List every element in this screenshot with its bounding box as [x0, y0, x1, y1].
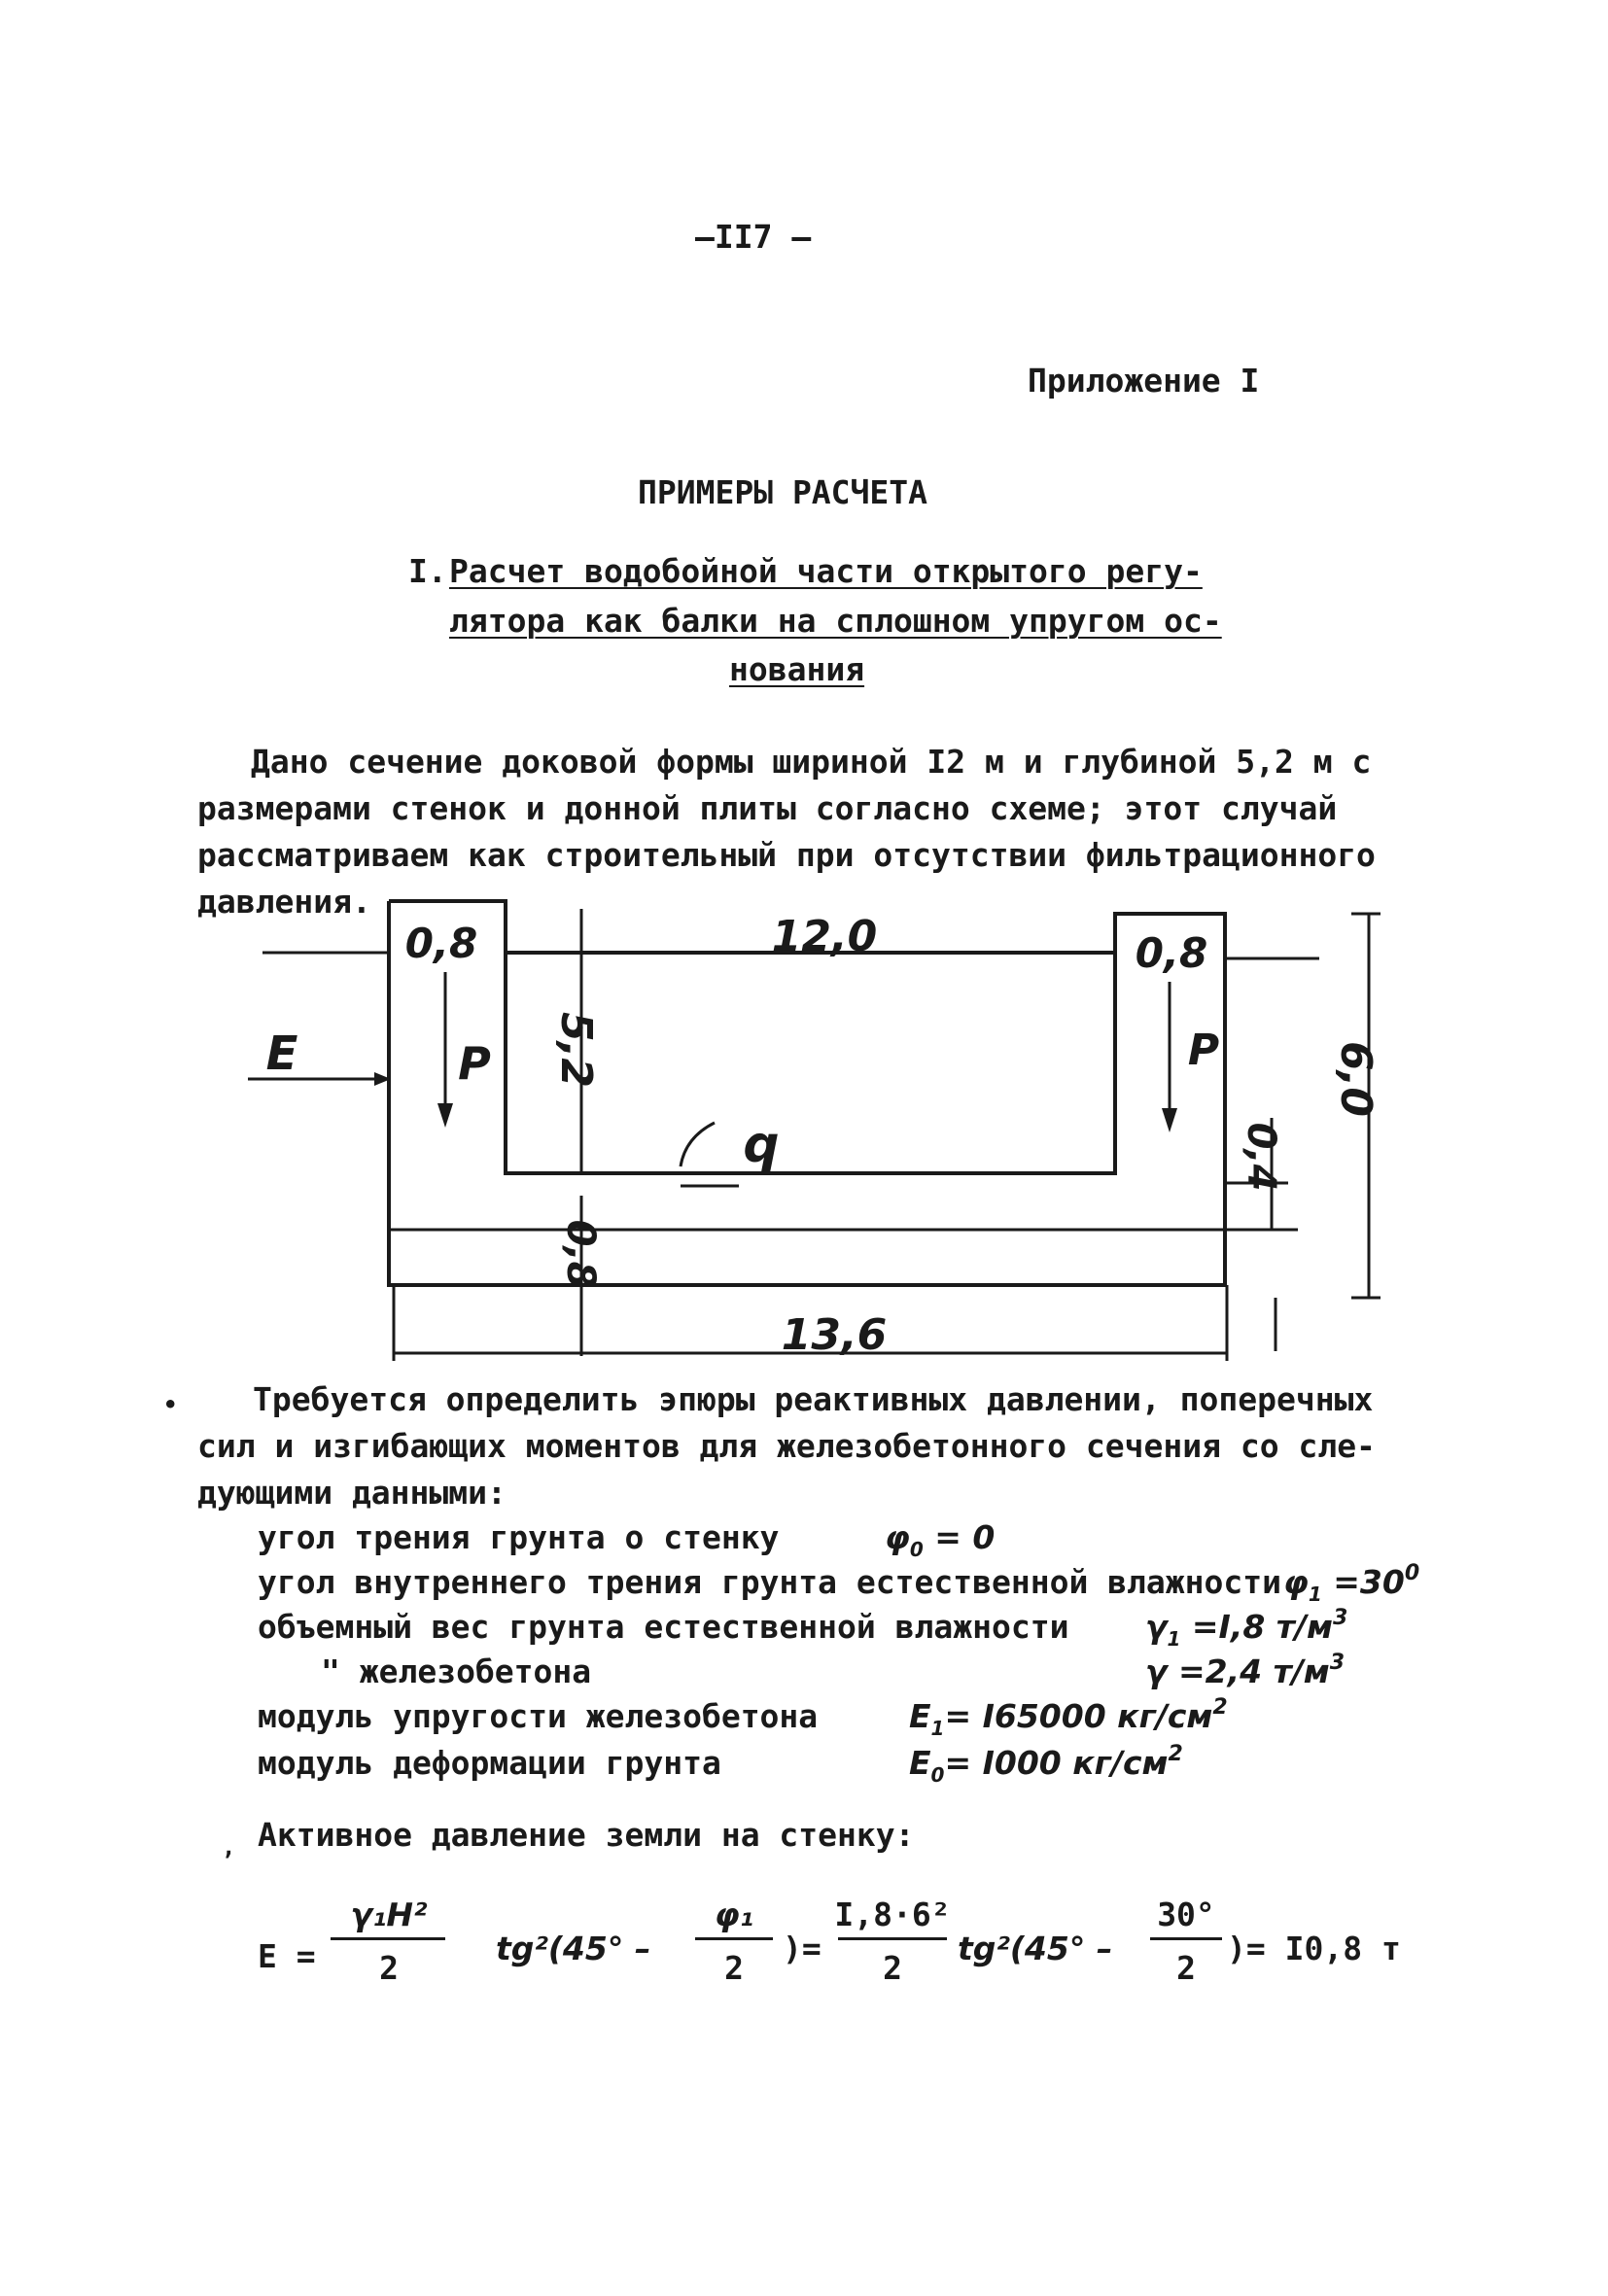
section-title: ПРИМЕРЫ РАСЧЕТА	[638, 473, 928, 511]
param-value: $E_1= I65000$ $кг/см^2$	[909, 1695, 1228, 1740]
formula-frac1-num: γ₁H²	[350, 1896, 428, 1933]
slab-label: 0,8	[558, 1219, 603, 1289]
p-arrowhead-left	[437, 1103, 453, 1128]
dim-top-label: 12,0	[771, 912, 878, 961]
wall-right-label: 0,8	[1135, 929, 1208, 977]
formula-frac1-bar	[331, 1937, 445, 1940]
formula-frac2-den: 2	[724, 1949, 744, 1987]
formula-frac4-bar	[1150, 1937, 1222, 1940]
param-label: модуль упругости железобетона	[258, 1697, 819, 1735]
subtitle-line-1: Расчет водобойной части открытого регу-	[449, 552, 1203, 590]
param-value: $E_0= I000$ $кг/см^2$	[909, 1742, 1183, 1787]
intro-line-2: размерами стенок и донной плиты согласно схеме; этот случай	[197, 789, 1338, 827]
subtitle-line-3: нования	[729, 650, 865, 688]
depth-inner-label: 5,2	[551, 1012, 601, 1088]
param-label: модуль деформации грунта	[258, 1744, 721, 1782]
bullet-dot: •	[163, 1391, 178, 1418]
formula-frac3-den: 2	[883, 1949, 902, 1987]
param-value: γ =2,4 $т/м^3$	[1145, 1651, 1346, 1690]
formula-frac2-bar	[695, 1937, 773, 1940]
intro-line-1: Дано сечение доковой формы шириной I2 м и глубиной 5,2 м с	[251, 743, 1372, 781]
formula-mid: )=	[783, 1930, 821, 1967]
formula-frac4-den: 2	[1176, 1949, 1196, 1987]
page-number: —II7 —	[695, 218, 812, 256]
wall-left-label: 0,8	[404, 920, 478, 967]
requirement-line-3: дующими данными:	[197, 1474, 507, 1512]
param-value: $\varphi_1 =30^0$	[1283, 1561, 1420, 1606]
formula-frac3-bar	[838, 1937, 947, 1940]
param-value: $\gamma_1 =I,8$ $т/м^3$	[1145, 1606, 1348, 1651]
param-label: " железобетона	[321, 1652, 592, 1690]
subtitle-line-2: лятора как балки на сплошном упругом ос-	[449, 602, 1222, 640]
p-label-left: P	[458, 1037, 491, 1090]
requirement-line-1: Требуется определить эпюры реактивных давлении, поперечных	[253, 1380, 1374, 1418]
bullet-dot: ,	[222, 1833, 236, 1861]
formula-frac3-num: I,8·6²	[834, 1896, 951, 1933]
param-label: угол внутреннего трения грунта естественной влажности	[258, 1563, 1281, 1601]
intro-line-4: давления.	[197, 883, 371, 921]
formula-tg2: tg²(45° –	[958, 1930, 1113, 1967]
e-arrowhead	[374, 1072, 391, 1086]
formula-tg1: tg²(45° –	[496, 1930, 651, 1967]
outer-outline	[389, 901, 1225, 1285]
q-arc	[681, 1123, 715, 1166]
formula-frac2-num: φ₁	[714, 1896, 754, 1933]
param-label: угол трения грунта о стенку	[258, 1518, 780, 1556]
p-label-right: P	[1187, 1026, 1220, 1075]
subtitle-number: I.	[408, 552, 447, 590]
formula-frac1-den: 2	[379, 1949, 399, 1987]
requirement-line-2: сил и изгибающих моментов для железобетонного сечения со сле-	[197, 1427, 1376, 1465]
intro-line-3: рассматриваем как строительный при отсутствии фильтрационного	[197, 836, 1376, 874]
formula-frac4-num: 30°	[1157, 1896, 1215, 1933]
height-total-label: 6,0	[1331, 1041, 1381, 1117]
formula-lhs: E =	[258, 1937, 316, 1975]
width-total-label: 13,6	[781, 1310, 888, 1360]
e-label: E	[265, 1026, 298, 1081]
p-arrowhead-right	[1162, 1108, 1177, 1132]
param-value: $\varphi_0 = 0$	[885, 1518, 996, 1561]
active-pressure-label: Активное давление земли на стенку:	[258, 1816, 915, 1854]
appendix-label: Приложение I	[1028, 362, 1260, 400]
offset-label: 0,4	[1239, 1122, 1283, 1192]
param-label: объемный вес грунта естественной влажности	[258, 1608, 1069, 1646]
formula-rhs: )= I0,8 т	[1227, 1930, 1401, 1967]
q-label: q	[743, 1116, 780, 1174]
